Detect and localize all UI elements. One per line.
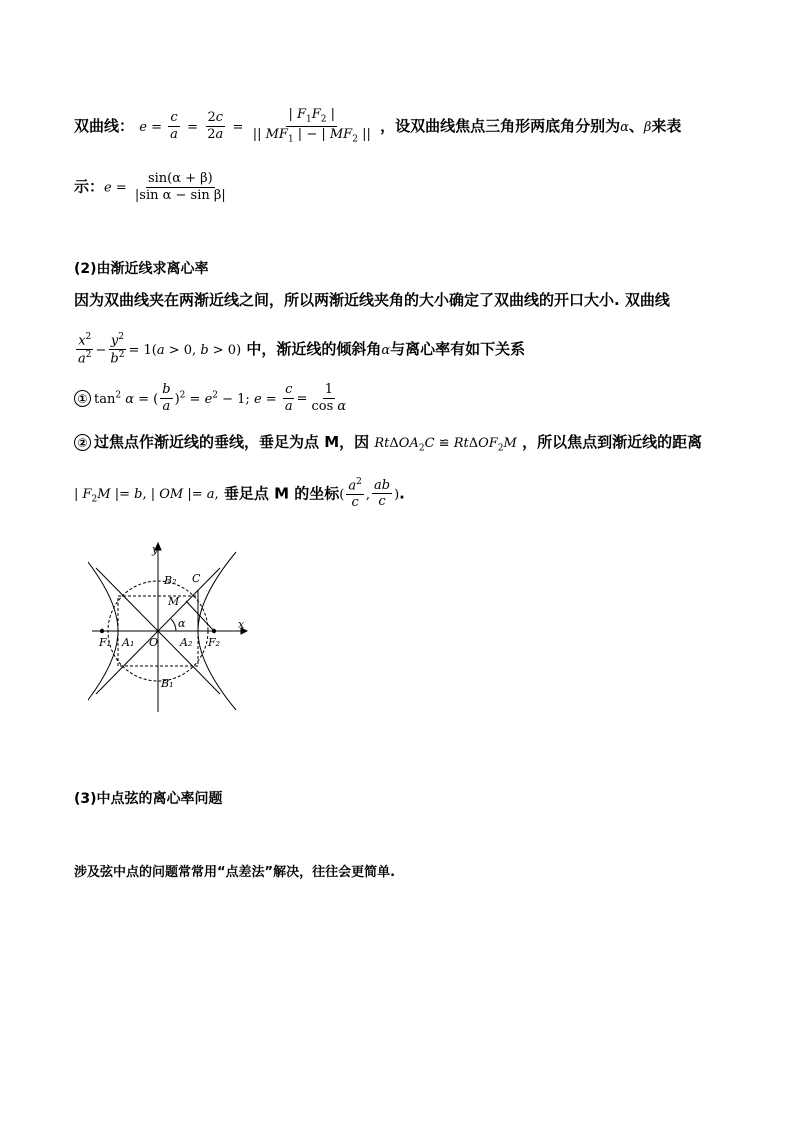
hyperbola-tail: ，设双曲线焦点三角形两底角分别为 xyxy=(380,117,621,136)
label-x: x xyxy=(238,618,245,631)
alpha-arc xyxy=(171,619,176,631)
focus-f2-dot xyxy=(212,629,216,633)
label-a1: A₁ xyxy=(122,636,135,649)
label-c: C xyxy=(192,572,201,585)
label-b1: B₁ xyxy=(161,677,174,690)
label-b2: B₂ xyxy=(164,574,177,587)
section-2-heading: (2)由渐近线求离心率 xyxy=(74,261,209,277)
section-3-heading: (3)中点弦的离心率问题 xyxy=(74,791,223,807)
label-a2: A₂ xyxy=(180,636,193,649)
label-alpha: α xyxy=(178,617,186,630)
relation-item-2: ② 过焦点作渐近线的垂线，垂足为点 M，因 RtΔOA$_2$C ≌ RtΔOF$_2$M ，所以焦点到渐近线的距离 xyxy=(74,434,702,454)
item-1-mark: ① xyxy=(74,390,91,407)
frac-focal-distance: $\frac{| F_1F_2 |}{|| MF_1 | - | MF_2 ||}$ xyxy=(252,107,371,145)
relation-item-1: ① $\tan^2 \alpha$ = ( $\frac{b}{a}$ )$^2 = e^2 - 1$; e = $\frac{c}{a}$ = $\frac{1}{\text{cos α}}$ xyxy=(74,383,350,413)
section-3-text: 涉及弦中点的问题常常用“点差法”解决，往往会更简单. xyxy=(74,865,396,880)
frac-2c-2a: $\frac{2c}{2a}$ xyxy=(207,110,224,143)
label-o: O xyxy=(149,636,159,649)
section-2-line-4: | $F_2M$ |= b, | OM |= a, 垂足点 M 的坐标( $\frac{a^2}{c}$ , $\frac{ab}{c}$ ). xyxy=(74,477,405,510)
section-2-line-1: 因为双曲线夹在两渐近线之间，所以两渐近线夹角的大小确定了双曲线的开口大小. 双曲线 xyxy=(74,291,670,309)
section-2-line-2: $\frac{x^2}{a^2}$ − $\frac{y^2}{b^2}$ = 1(a > 0, b > 0) 中，渐近线的倾斜角α与离心率有如下关系 xyxy=(78,332,526,367)
sine-formula-line: 示：e = $\frac{\sin(\alpha + \beta)}{\text{|sin α − sin β|}}$ xyxy=(74,171,226,203)
focus-f1-dot xyxy=(100,629,104,633)
label-f2: F₂ xyxy=(208,636,221,649)
eccentricity-formula-line: 双曲线： e = $\frac{c}{a}$ = $\frac{2c}{2a}$ = $\frac{| F_1F_2 |}{|| MF_1 | - | MF_2 ||}$ ，设双曲线焦点三角形两底角分别为α、β来表 xyxy=(74,107,682,145)
frac-c-a: $\frac{c}{a}$ xyxy=(170,110,178,143)
label-y: y xyxy=(152,543,159,556)
hyperbola-diagram xyxy=(88,540,248,715)
item-2-mark: ② xyxy=(74,434,91,451)
label-f1: F₁ xyxy=(99,636,112,649)
hyperbola-lead: 双曲线： xyxy=(74,117,135,136)
perpendicular-segment xyxy=(186,601,214,631)
label-m: M xyxy=(168,595,180,608)
frac-sine: $\frac{\sin(\alpha + \beta)}{\text{|sin α − sin β|}}$ xyxy=(134,171,226,203)
